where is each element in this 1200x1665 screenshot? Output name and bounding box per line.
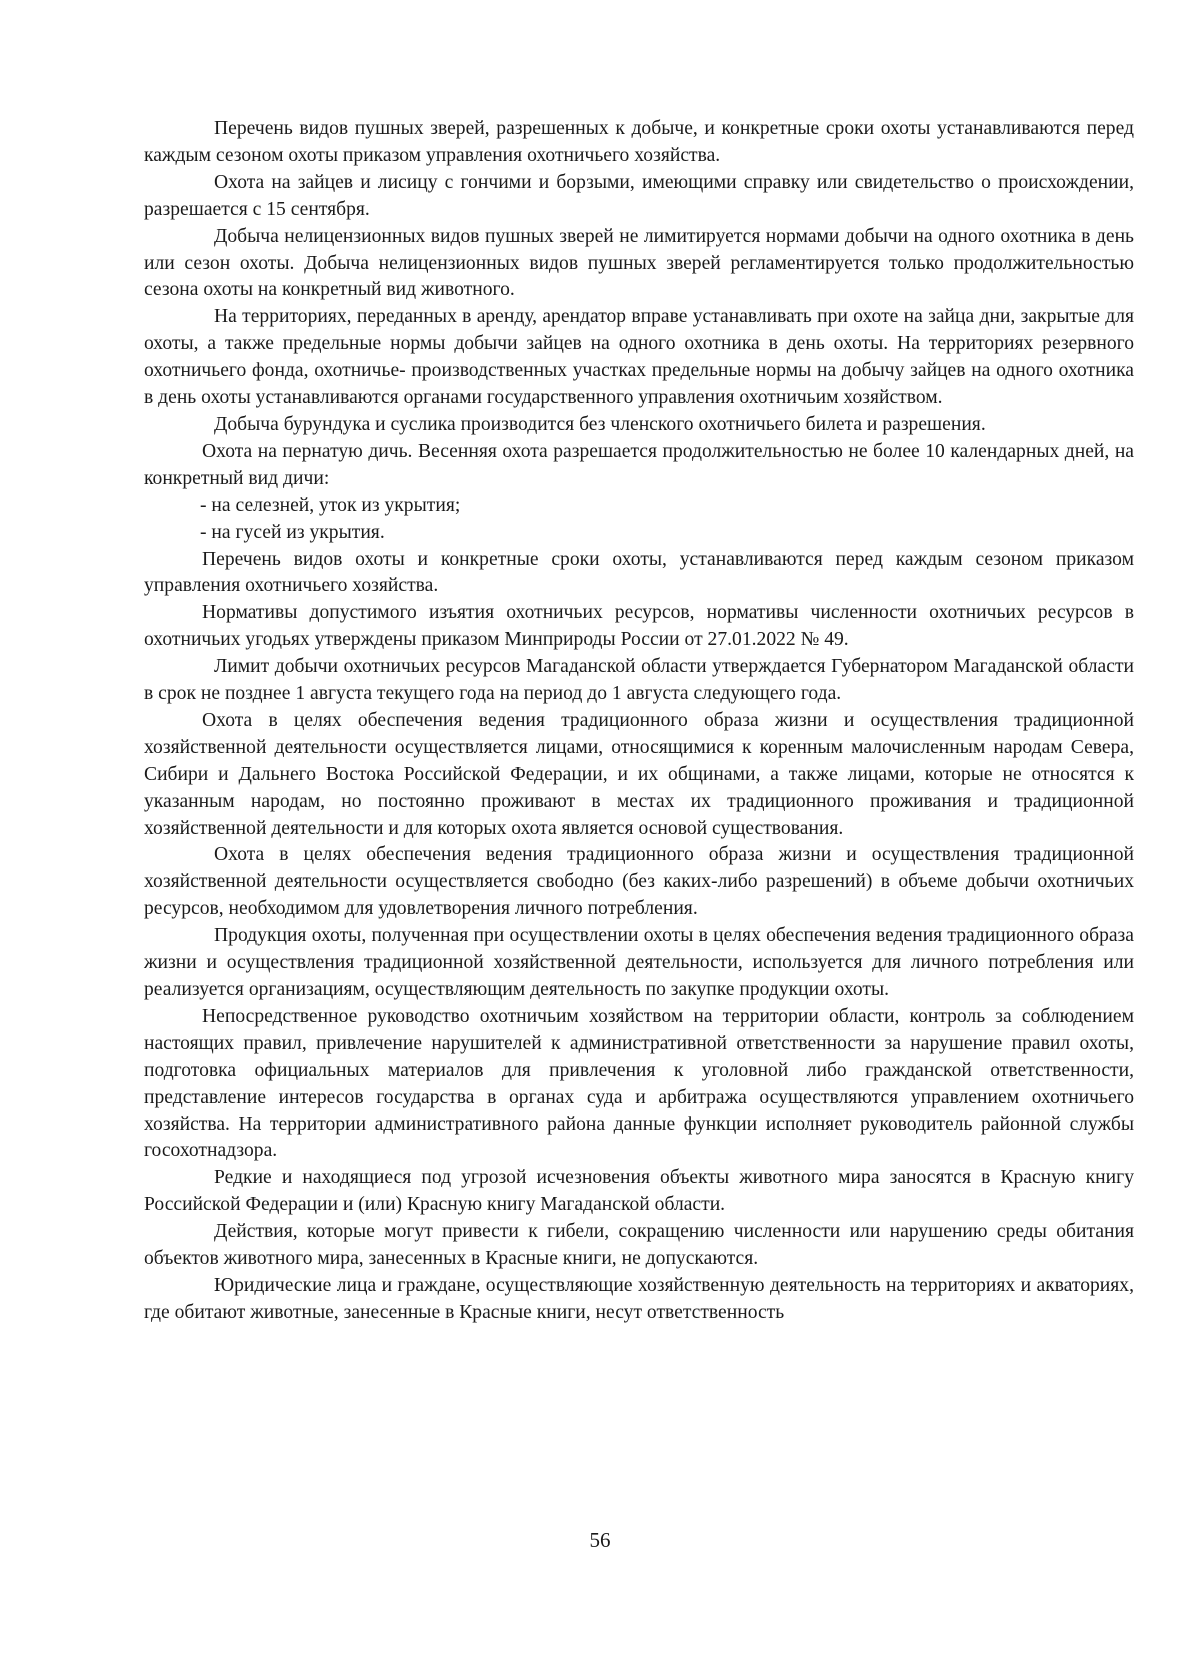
paragraph-production-limit: Лимит добычи охотничьих ресурсов Магаданской области утверждается Губернатором Магаданской области в срок не позднее 1 августа текущего года на период до 1 августа следующего года. xyxy=(144,656,1134,705)
paragraph-traditional-hunting-free: Охота в целях обеспечения ведения традиционного образа жизни и осуществления традиционной хозяйственной деятельности осуществляется свободно (без каких-либо разрешений) в объеме добычи охотничьих ресурсов, необходимом для удовлетворения личного потребления. xyxy=(144,844,1134,920)
paragraph-prohibited-actions: Действия, которые могут привести к гибели, сокращению численности или нарушению среды обитания объектов животного мира, занесенных в Красные книги, не допускаются. xyxy=(144,1221,1134,1270)
paragraph-hare-fox-hunting: Охота на зайцев и лисицу с гончими и борзыми, имеющими справку или свидетельство о происхождении, разрешается с 15 сентября. xyxy=(144,171,1134,220)
paragraph-traditional-hunting-persons: Охота в целях обеспечения ведения традиционного образа жизни и осуществления традиционной хозяйственной деятельности осуществляется лицами, относящимися к коренным малочисленным народам Севера, Сибири и Дальнего Востока Российской Федерации, и их общинами, а также лицами, которые не относятся к указанным народам, но постоянно проживают в местах их традиционного проживания и традиционной хозяйственной деятельности и для которых охота является основой существования. xyxy=(144,709,1134,839)
paragraph-leased-territories: На территориях, переданных в аренду, арендатор вправе устанавливать при охоте на зайца дни, закрытые для охоты, а также предельные нормы добычи зайцев на одного охотника в день охоты. На территориях резервного охотничьего фонда, охотничье- производственных участках предельные нормы на добычу зайцев на одного охотника в день охоты устанавливаются органами государственного управления охотничьим хозяйством. xyxy=(144,306,1134,409)
page-number: 56 xyxy=(589,1528,611,1552)
paragraph-feathered-game: Охота на пернатую дичь. Весенняя охота разрешается продолжительностью не более 10 календарных дней, на конкретный вид дичи: xyxy=(144,440,1134,489)
paragraph-chipmunk-gopher: Добыча бурундука и суслика производится без членского охотничьего билета и разрешения. xyxy=(214,413,986,435)
paragraph-legal-entities: Юридические лица и граждане, осуществляющие хозяйственную деятельность на территориях и акваториях, где обитают животные, занесенные в Красные книги, несут ответственность xyxy=(144,1274,1134,1323)
paragraph-withdrawal-norms: Нормативы допустимого изъятия охотничьих ресурсов, нормативы численности охотничьих ресурсов в охотничьих угодьях утверждены приказом Минприроды России от 27.01.2022 № 49. xyxy=(144,602,1134,651)
paragraph-direct-management: Непосредственное руководство охотничьим хозяйством на территории области, контроль за соблюдением настоящих правил, привлечение нарушителей к административной ответственности за нарушение правил охоты, подготовка официальных материалов для привлечения к уголовной либо гражданской ответственности, представление интересов государства в органах суда и арбитража осуществляются управлением охотничьего хозяйства. На территории административного района данные функции исполняет руководитель районной службы госохотнадзора. xyxy=(144,1005,1134,1162)
body-text xyxy=(144,116,1134,1327)
list-item-geese: - на гусей из укрытия. xyxy=(200,521,385,543)
list-item-drakes-ducks: - на селезней, уток из укрытия; xyxy=(200,494,461,516)
paragraph-red-book: Редкие и находящиеся под угрозой исчезновения объекты животного мира заносятся в Красную книгу Российской Федерации и (или) Красную книгу Магаданской области. xyxy=(144,1167,1134,1216)
paragraph-hunting-products: Продукция охоты, полученная при осуществлении охоты в целях обеспечения ведения традиционного образа жизни и осуществления традиционной хозяйственной деятельности, используется для личного потребления или реализуется организациям, осуществляющим деятельность по закупке продукции охоты. xyxy=(144,925,1134,1000)
paragraph-hunting-types-list: Перечень видов охоты и конкретные сроки охоты, устанавливаются перед каждым сезоном приказом управления охотничьего хозяйства. xyxy=(144,548,1134,597)
paragraph-fur-species-list: Перечень видов пушных зверей, разрешенных к добыче, и конкретные сроки охоты устанавливаются перед каждым сезоном охоты приказом управления охотничьего хозяйства. xyxy=(144,118,1134,166)
paragraph-unlicensed-fur: Добыча нелицензионных видов пушных зверей не лимитируется нормами добычи на одного охотника в день или сезон охоты. Добыча нелицензионных видов пушных зверей регламентируется только продолжительностью сезона охоты на конкретный вид животного. xyxy=(144,225,1134,301)
